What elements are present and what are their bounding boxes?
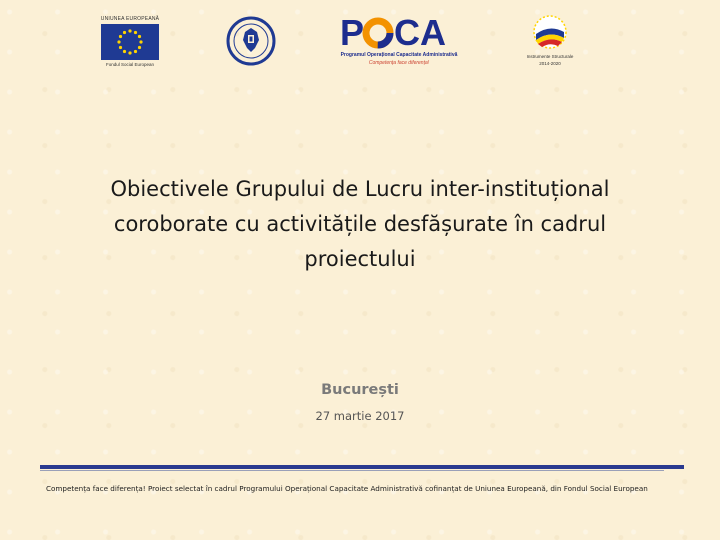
- eu-caption-top: UNIUNEA EUROPEANĂ: [100, 16, 160, 22]
- location-label: București: [321, 382, 399, 398]
- structural-instruments-caption: Instrumente Structurale: [526, 54, 574, 59]
- date-label: 27 martie 2017: [315, 409, 405, 423]
- eu-flag-icon: [101, 24, 159, 60]
- footer-divider: [40, 465, 684, 469]
- footer-divider-thin: [40, 470, 664, 471]
- poca-logo: [338, 14, 460, 68]
- slide-title-line-1: Obiectivele Grupului de Lucru inter-instituțional: [110, 177, 610, 201]
- poca-subtitle: Programul Operațional Capacitate Administrativă: [340, 52, 458, 58]
- eu-logo: [99, 16, 161, 68]
- slide-title-line-2: coroborate cu activitățile desfășurate în cadrul: [113, 212, 607, 236]
- poca-slogan: Competența face diferența!: [368, 60, 430, 66]
- svg-text:CA: CA: [394, 14, 446, 50]
- footer-text: Competența face diferența! Proiect selectat în cadrul Programului Operațional Capacitate Administrativă cofinanțat de Uniunea Europeană, din Fondul Social European: [46, 484, 648, 493]
- romanian-government-seal-icon: [226, 16, 276, 66]
- slide-title: [70, 172, 650, 277]
- poca-wordmark-icon: [338, 14, 460, 50]
- structural-instruments-emblem-icon: [532, 14, 568, 50]
- government-logo: [226, 16, 276, 66]
- structural-instruments-logo: [518, 14, 582, 68]
- svg-text:P: P: [340, 14, 365, 50]
- slide-title-line-3: proiectului: [304, 247, 416, 271]
- eu-caption-bottom: Fondul Social European: [105, 62, 155, 67]
- structural-instruments-period: 2014-2020: [539, 61, 561, 66]
